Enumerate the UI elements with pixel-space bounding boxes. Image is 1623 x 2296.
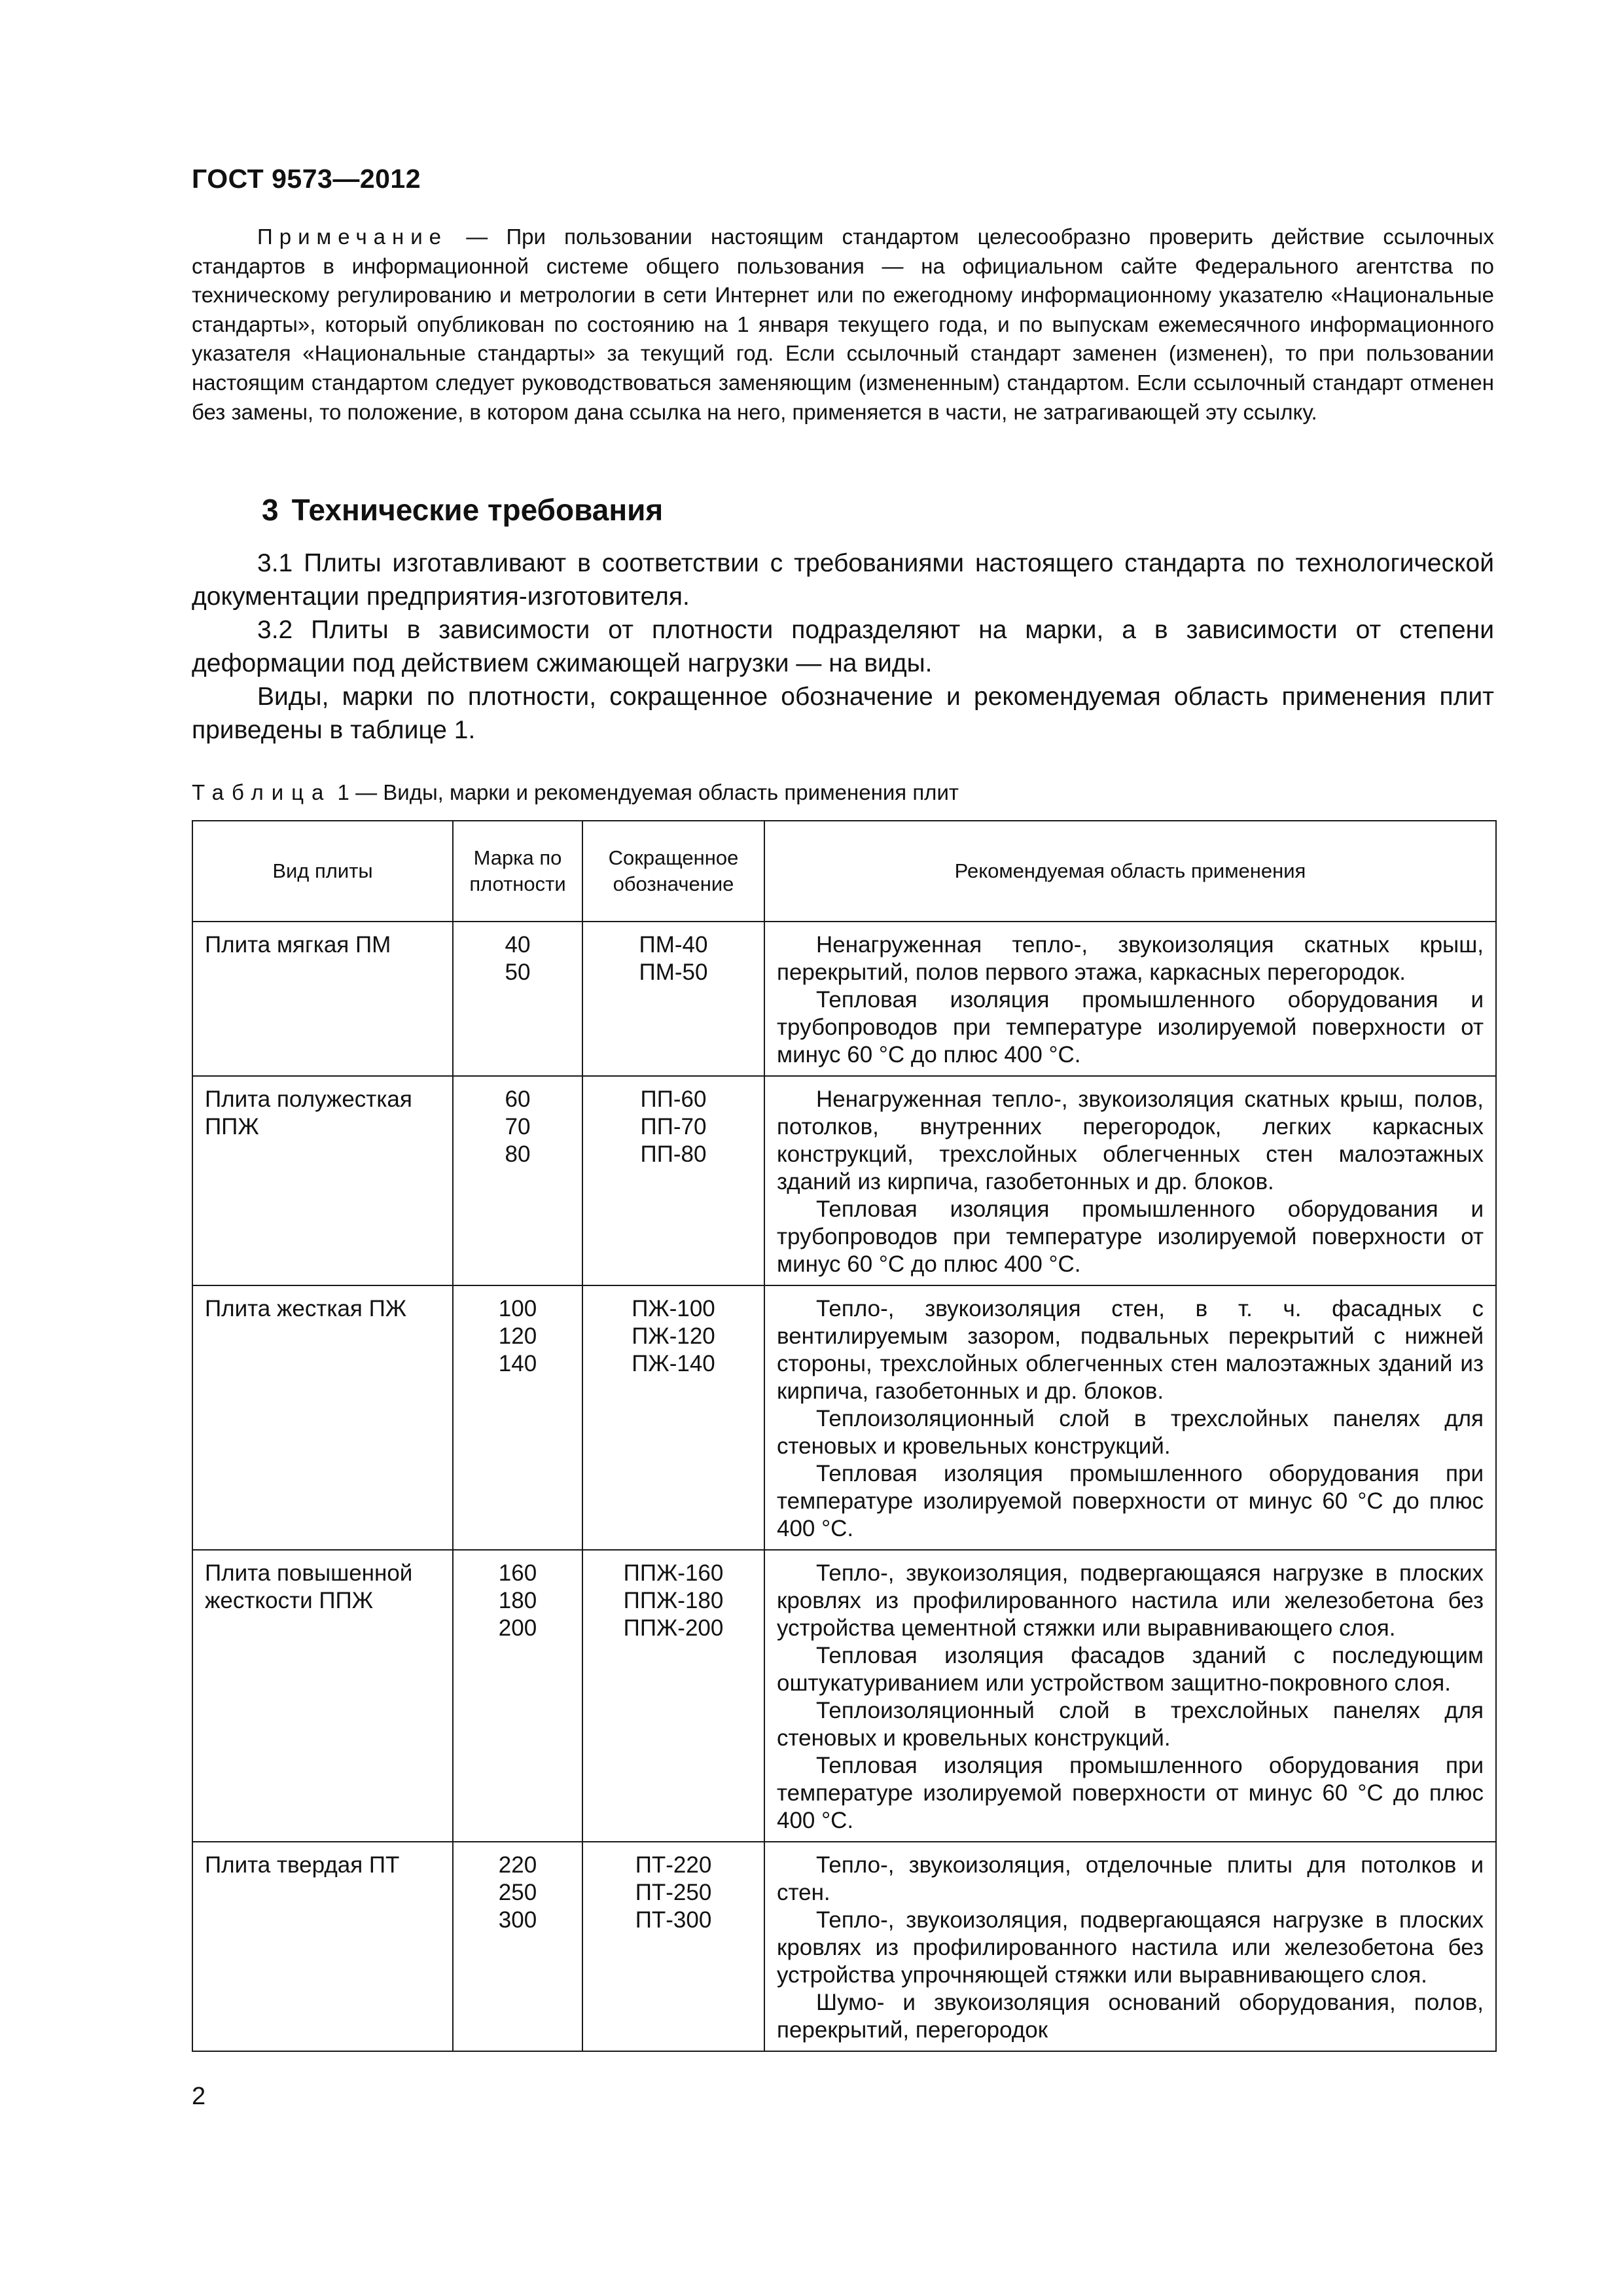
plates-table [192, 820, 1497, 2052]
table-row [192, 1285, 1496, 1550]
plate-application [764, 1550, 1496, 1842]
plate-abbrs [582, 1842, 764, 2051]
abbr-value: ПП-70 [640, 1114, 707, 1139]
abbr-value: ПЖ-140 [632, 1351, 715, 1376]
plate-grades [453, 1842, 582, 2051]
plate-application [764, 1842, 1496, 2051]
section-heading [262, 492, 663, 528]
header-grade: Марка по плотности [453, 821, 582, 922]
table-caption-lead: Таблица [192, 780, 332, 804]
grade-value: 250 [498, 1880, 537, 1905]
grade-value: 220 [498, 1852, 537, 1878]
table-row [192, 1076, 1496, 1285]
grade-value: 70 [505, 1114, 531, 1139]
table-header-row [192, 821, 1496, 922]
plate-grades [453, 1550, 582, 1842]
abbr-value: ПТ-250 [635, 1880, 712, 1905]
abbr-value: ПТ-220 [635, 1852, 712, 1878]
header-type: Вид плиты [192, 821, 453, 922]
application-paragraph: Ненагруженная тепло-, звукоизоляция скатных крыш, перекрытий, полов первого этажа, каркасных перегородок. [777, 932, 1484, 985]
grade-value: 200 [498, 1615, 537, 1641]
page-number: 2 [192, 2083, 206, 2110]
application-paragraph: Тепловая изоляция промышленного оборудования и трубопроводов при температуре изолируемой поверхности от минус 60 °С до плюс 400 °С. [777, 1196, 1484, 1277]
abbr-value: ПЖ-100 [632, 1296, 715, 1321]
grade-value: 300 [498, 1907, 537, 1933]
plate-application [764, 1076, 1496, 1285]
plate-abbrs [582, 922, 764, 1076]
application-paragraph: Тепловая изоляция промышленного оборудования при температуре изолируемой поверхности от минус 60 °С до плюс 400 °С. [777, 1753, 1484, 1833]
abbr-value: ПМ-40 [639, 932, 708, 958]
plate-grades [453, 1076, 582, 1285]
plate-abbrs [582, 1285, 764, 1550]
grade-value: 160 [498, 1560, 537, 1586]
plate-grades [453, 922, 582, 1076]
application-paragraph: Тепло-, звукоизоляция, подвергающаяся нагрузке в плоских кровлях из профилированного настила или железобетона без устройства цементной стяжки или выравнивающего слоя. [777, 1560, 1484, 1641]
plate-type: Плита твердая ПТ [192, 1842, 453, 2051]
plate-abbrs [582, 1550, 764, 1842]
plate-type: Плита жесткая ПЖ [192, 1285, 453, 1550]
grade-value: 50 [505, 960, 531, 985]
application-paragraph: Ненагруженная тепло-, звукоизоляция скатных крыш, полов, потолков, внутренних перегородок, легких каркасных конструкций, трехслойных облегченных стен малоэтажных зданий из кирпича, газобетонных и др. блоков. [777, 1086, 1484, 1194]
plate-application [764, 922, 1496, 1076]
plate-application [764, 1285, 1496, 1550]
table-row [192, 922, 1496, 1076]
note-lead: Примечание [257, 224, 448, 249]
application-paragraph: Тепловая изоляция промышленного оборудования и трубопроводов при температуре изолируемой поверхности от минус 60 °С до плюс 400 °С. [777, 987, 1484, 1067]
table-caption [192, 780, 959, 805]
application-paragraph: Тепловая изоляция фасадов зданий с последующим оштукатуриванием или устройством защитно-покровного слоя. [777, 1643, 1484, 1696]
section-title: Технические требования [291, 493, 664, 527]
section-number: 3 [262, 493, 279, 527]
abbr-value: ПП-60 [640, 1086, 707, 1112]
paragraph-table-ref: Виды, марки по плотности, сокращенное обозначение и рекомендуемая область применения плит приведены в таблице 1. [192, 683, 1494, 744]
note-text: — При пользовании настоящим стандартом целесообразно проверить действие ссылочных стандартов в информационной системе общего пользования — на официальном сайте Федерального агентства по техническому регулированию и метрологии в сети Интернет или по ежегодному информационному указателю «Национальные стандарты», который опубликован по состоянию на 1 января текущего года, и по выпускам ежемесячного информационного указателя «Национальные стандарты» за текущий год. Если ссылочный стандарт заменен (изменен), то при пользовании настоящим стандартом следует руководствоваться заменяющим (измененным) стандартом. Если ссылочный стандарт отменен без замены, то положение, в котором дана ссылка на него, применяется в части, не затрагивающей эту ссылку. [192, 224, 1494, 424]
plate-abbrs [582, 1076, 764, 1285]
abbr-value: ПЖ-120 [632, 1323, 715, 1349]
paragraph-3-2: 3.2 Плиты в зависимости от плотности подразделяют на марки, а в зависимости от степени деформации под действием сжимающей нагрузки — на виды. [192, 616, 1494, 677]
table-row [192, 1550, 1496, 1842]
application-paragraph: Тепловая изоляция промышленного оборудования при температуре изолируемой поверхности от минус 60 °С до плюс 400 °С. [777, 1461, 1484, 1541]
abbr-value: ПМ-50 [639, 960, 708, 985]
plate-type: Плита мягкая ПМ [192, 922, 453, 1076]
grade-value: 100 [498, 1296, 537, 1321]
plate-type: Плита повышенной жесткости ППЖ [192, 1550, 453, 1842]
header-abbr: Сокращенное обозначение [582, 821, 764, 922]
document-header: ГОСТ 9573—2012 [192, 164, 421, 194]
application-paragraph: Тепло-, звукоизоляция стен, в т. ч. фасадных с вентилируемым зазором, подвальных перекрытий с нижней стороны, трехслойных облегченных стен малоэтажных зданий из кирпича, газобетонных и др. блоков. [777, 1296, 1484, 1404]
application-paragraph: Теплоизоляционный слой в трехслойных панелях для стеновых и кровельных конструкций. [777, 1406, 1484, 1459]
plate-type: Плита полужесткая ППЖ [192, 1076, 453, 1285]
table-caption-text: 1 — Виды, марки и рекомендуемая область применения плит [331, 780, 959, 804]
paragraph-3-1: 3.1 Плиты изготавливают в соответствии с требованиями настоящего стандарта по технологической документации предприятия-изготовителя. [192, 549, 1494, 611]
grade-value: 60 [505, 1086, 531, 1112]
grade-value: 180 [498, 1588, 537, 1613]
abbr-value: ПП-80 [640, 1141, 707, 1167]
abbr-value: ПТ-300 [635, 1907, 712, 1933]
note-paragraph [192, 223, 1494, 427]
application-paragraph: Шумо- и звукоизоляция оснований оборудования, полов, перекрытий, перегородок [777, 1990, 1484, 2043]
application-paragraph: Теплоизоляционный слой в трехслойных панелях для стеновых и кровельных конструкций. [777, 1698, 1484, 1751]
plate-grades [453, 1285, 582, 1550]
abbr-value: ППЖ-160 [623, 1560, 724, 1586]
grade-value: 80 [505, 1141, 531, 1167]
application-paragraph: Тепло-, звукоизоляция, подвергающаяся нагрузке в плоских кровлях из профилированного настила или железобетона без устройства упрочняющей стяжки или выравнивающего слоя. [777, 1907, 1484, 1988]
header-area: Рекомендуемая область применения [764, 821, 1496, 922]
grade-value: 140 [498, 1351, 537, 1376]
table-row [192, 1842, 1496, 2051]
grade-value: 120 [498, 1323, 537, 1349]
application-paragraph: Тепло-, звукоизоляция, отделочные плиты для потолков и стен. [777, 1852, 1484, 1905]
abbr-value: ППЖ-200 [623, 1615, 724, 1641]
grade-value: 40 [505, 932, 531, 958]
abbr-value: ППЖ-180 [623, 1588, 724, 1613]
